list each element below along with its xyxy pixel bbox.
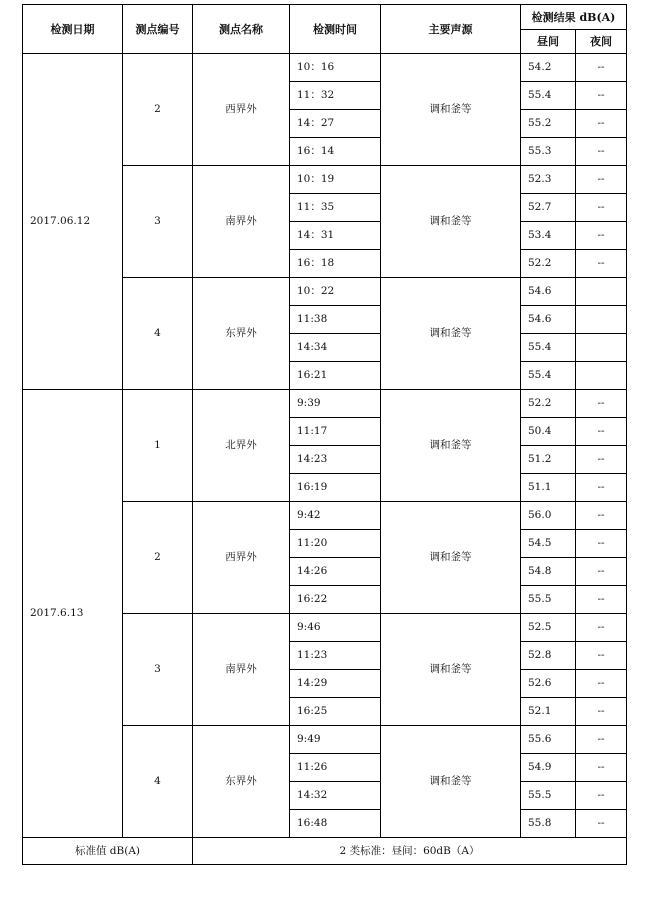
day-value-cell: 52.6 bbox=[521, 670, 576, 698]
night-value-cell: -- bbox=[576, 614, 627, 642]
time-cell: 16:21 bbox=[290, 362, 381, 390]
time-cell: 16:48 bbox=[290, 810, 381, 838]
time-cell: 11：32 bbox=[290, 82, 381, 110]
day-value-cell: 55.5 bbox=[521, 586, 576, 614]
standard-label: 标准值 dB(A) bbox=[23, 838, 193, 865]
table-row bbox=[23, 54, 627, 82]
point-name-cell: 东界外 bbox=[193, 278, 290, 390]
time-cell: 16:19 bbox=[290, 474, 381, 502]
point-name-cell: 北界外 bbox=[193, 390, 290, 502]
header-night: 夜间 bbox=[576, 30, 627, 54]
header-point-no: 测点编号 bbox=[123, 5, 193, 54]
night-value-cell: -- bbox=[576, 54, 627, 82]
time-cell: 10：16 bbox=[290, 54, 381, 82]
day-value-cell: 53.4 bbox=[521, 222, 576, 250]
time-cell: 11:17 bbox=[290, 418, 381, 446]
source-cell: 调和釜等 bbox=[381, 726, 521, 838]
point-no-cell: 2 bbox=[123, 502, 193, 614]
time-cell: 9:42 bbox=[290, 502, 381, 530]
source-cell: 调和釜等 bbox=[381, 278, 521, 390]
night-value-cell: -- bbox=[576, 166, 627, 194]
day-value-cell: 55.4 bbox=[521, 334, 576, 362]
day-value-cell: 55.2 bbox=[521, 110, 576, 138]
point-name-cell: 南界外 bbox=[193, 166, 290, 278]
night-value-cell bbox=[576, 334, 627, 362]
time-cell: 10：19 bbox=[290, 166, 381, 194]
night-value-cell: -- bbox=[576, 250, 627, 278]
time-cell: 9:49 bbox=[290, 726, 381, 754]
night-value-cell: -- bbox=[576, 222, 627, 250]
time-cell: 14:23 bbox=[290, 446, 381, 474]
time-cell: 14：31 bbox=[290, 222, 381, 250]
point-no-cell: 1 bbox=[123, 390, 193, 502]
day-value-cell: 52.8 bbox=[521, 642, 576, 670]
day-value-cell: 52.1 bbox=[521, 698, 576, 726]
source-cell: 调和釜等 bbox=[381, 614, 521, 726]
day-value-cell: 51.1 bbox=[521, 474, 576, 502]
night-value-cell: -- bbox=[576, 138, 627, 166]
day-value-cell: 52.3 bbox=[521, 166, 576, 194]
time-cell: 16：14 bbox=[290, 138, 381, 166]
header-row-1 bbox=[23, 5, 627, 30]
night-value-cell: -- bbox=[576, 110, 627, 138]
noise-monitoring-table bbox=[22, 4, 627, 865]
night-value-cell bbox=[576, 278, 627, 306]
night-value-cell: -- bbox=[576, 810, 627, 838]
night-value-cell: -- bbox=[576, 670, 627, 698]
header-day: 昼间 bbox=[521, 30, 576, 54]
day-value-cell: 54.5 bbox=[521, 530, 576, 558]
night-value-cell: -- bbox=[576, 754, 627, 782]
time-cell: 9:39 bbox=[290, 390, 381, 418]
night-value-cell: -- bbox=[576, 558, 627, 586]
day-value-cell: 55.6 bbox=[521, 726, 576, 754]
night-value-cell: -- bbox=[576, 530, 627, 558]
time-cell: 14：27 bbox=[290, 110, 381, 138]
point-name-cell: 西界外 bbox=[193, 502, 290, 614]
night-value-cell bbox=[576, 362, 627, 390]
night-value-cell: -- bbox=[576, 474, 627, 502]
source-cell: 调和釜等 bbox=[381, 54, 521, 166]
day-value-cell: 52.5 bbox=[521, 614, 576, 642]
point-name-cell: 西界外 bbox=[193, 54, 290, 166]
time-cell: 10：22 bbox=[290, 278, 381, 306]
time-cell: 14:32 bbox=[290, 782, 381, 810]
night-value-cell: -- bbox=[576, 586, 627, 614]
standard-value: 2 类标准：昼间：60dB（A） bbox=[193, 838, 627, 865]
night-value-cell: -- bbox=[576, 698, 627, 726]
footer-row bbox=[23, 838, 627, 865]
time-cell: 16：18 bbox=[290, 250, 381, 278]
time-cell: 11:38 bbox=[290, 306, 381, 334]
day-value-cell: 54.6 bbox=[521, 278, 576, 306]
day-value-cell: 52.7 bbox=[521, 194, 576, 222]
day-value-cell: 55.4 bbox=[521, 362, 576, 390]
night-value-cell: -- bbox=[576, 390, 627, 418]
night-value-cell bbox=[576, 306, 627, 334]
point-name-cell: 南界外 bbox=[193, 614, 290, 726]
header-date: 检测日期 bbox=[23, 5, 123, 54]
point-no-cell: 4 bbox=[123, 278, 193, 390]
night-value-cell: -- bbox=[576, 82, 627, 110]
time-cell: 14:26 bbox=[290, 558, 381, 586]
table-row bbox=[23, 390, 627, 418]
day-value-cell: 54.2 bbox=[521, 54, 576, 82]
day-value-cell: 55.4 bbox=[521, 82, 576, 110]
day-value-cell: 54.8 bbox=[521, 558, 576, 586]
day-value-cell: 50.4 bbox=[521, 418, 576, 446]
header-time: 检测时间 bbox=[290, 5, 381, 54]
night-value-cell: -- bbox=[576, 446, 627, 474]
night-value-cell: -- bbox=[576, 642, 627, 670]
header-result: 检测结果 dB(A) bbox=[521, 5, 627, 30]
night-value-cell: -- bbox=[576, 502, 627, 530]
point-no-cell: 3 bbox=[123, 614, 193, 726]
header-source: 主要声源 bbox=[381, 5, 521, 54]
day-value-cell: 55.5 bbox=[521, 782, 576, 810]
day-value-cell: 52.2 bbox=[521, 250, 576, 278]
time-cell: 11:20 bbox=[290, 530, 381, 558]
day-value-cell: 56.0 bbox=[521, 502, 576, 530]
point-no-cell: 4 bbox=[123, 726, 193, 838]
date-cell: 2017.6.13 bbox=[23, 390, 123, 838]
day-value-cell: 52.2 bbox=[521, 390, 576, 418]
source-cell: 调和釜等 bbox=[381, 502, 521, 614]
source-cell: 调和釜等 bbox=[381, 390, 521, 502]
day-value-cell: 54.6 bbox=[521, 306, 576, 334]
night-value-cell: -- bbox=[576, 726, 627, 754]
noise-monitoring-table-container bbox=[22, 4, 627, 865]
day-value-cell: 54.9 bbox=[521, 754, 576, 782]
time-cell: 14:34 bbox=[290, 334, 381, 362]
day-value-cell: 55.8 bbox=[521, 810, 576, 838]
time-cell: 11:26 bbox=[290, 754, 381, 782]
source-cell: 调和釜等 bbox=[381, 166, 521, 278]
day-value-cell: 51.2 bbox=[521, 446, 576, 474]
point-no-cell: 3 bbox=[123, 166, 193, 278]
night-value-cell: -- bbox=[576, 418, 627, 446]
night-value-cell: -- bbox=[576, 782, 627, 810]
header-point-name: 测点名称 bbox=[193, 5, 290, 54]
point-name-cell: 东界外 bbox=[193, 726, 290, 838]
time-cell: 9:46 bbox=[290, 614, 381, 642]
time-cell: 16:22 bbox=[290, 586, 381, 614]
time-cell: 16:25 bbox=[290, 698, 381, 726]
night-value-cell: -- bbox=[576, 194, 627, 222]
table-body bbox=[23, 54, 627, 838]
day-value-cell: 55.3 bbox=[521, 138, 576, 166]
date-cell: 2017.06.12 bbox=[23, 54, 123, 390]
time-cell: 11:23 bbox=[290, 642, 381, 670]
point-no-cell: 2 bbox=[123, 54, 193, 166]
time-cell: 11：35 bbox=[290, 194, 381, 222]
time-cell: 14:29 bbox=[290, 670, 381, 698]
